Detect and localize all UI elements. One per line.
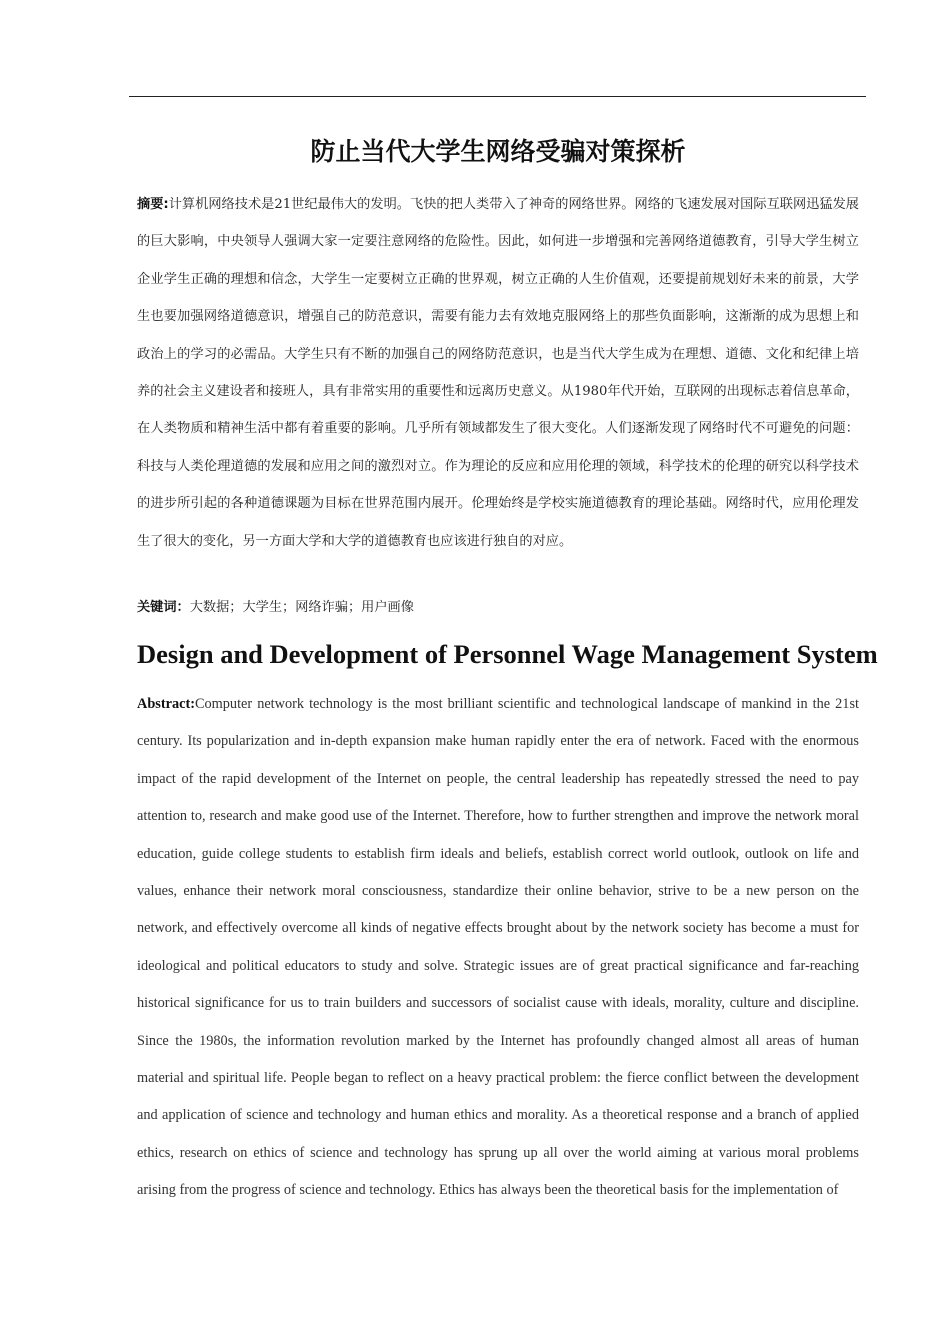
chinese-abstract-text: 计算机网络技术是21世纪最伟大的发明。飞快的把人类带入了神奇的网络世界。网络的飞速发展对国际互联网迅猛发展的巨大影响，中央领导人强调大家一定要注意网络的危险性。因此，如何进一步增强和完善网络道德教育，引导大学生树立企业学生正确的理想和信念，大学生一定要树立正确的世界观，树立正确的人生价值观，还要提前规划好未来的前景，大学生也要加强网络道德意识，增强自己的防范意识，需要有能力去有效地克服网络上的那些负面影响，这渐渐的成为思想上和政治上的学习的必需品。大学生只有不断的加强自己的网络防范意识，也是当代大学生成为在理想、道德、文化和纪律上培养的社会主义建设者和接班人，具有非常实用的重要性和远离历史意义。从1980年代开始，互联网的出现标志着信息革命，在人类物质和精神生活中都有着重要的影响。几乎所有领域都发生了很大变化。人们逐渐发现了网络时代不可避免的问题：科技与人类伦理道德的发展和应用之间的激烈对立。作为理论的反应和应用伦理的领域，科学技术的伦理的研究以科学技术的进步所引起的各种道德课题为目标在世界范围内展开。伦理始终是学校实施道德教育的理论基础。网络时代，应用伦理发生了很大的变化，另一方面大学和大学的道德教育也应该进行独自的对应。 <box>137 197 859 549</box>
chinese-title: 防止当代大学生网络受骗对策探析 <box>310 137 686 166</box>
english-abstract-label: Abstract: <box>137 696 195 712</box>
chinese-abstract-label: 摘要: <box>137 197 169 212</box>
english-title: Design and Development of Personnel Wage Management System <box>137 639 878 669</box>
chinese-abstract <box>137 186 859 560</box>
header-rule <box>129 96 866 97</box>
english-abstract <box>137 686 859 1210</box>
english-abstract-text: Computer network technology is the most brilliant scientific and technological landscape of mankind in the 21st century. Its popularization and in-depth expansion make human rapidly enter the era of network. Faced with the enormous impact of the rapid development of the Internet on people, the central leadership has repeatedly stressed the need to pay attention to, research and make good use of the Internet. Therefore, how to further strengthen and improve the network moral education, guide college students to establish firm ideals and beliefs, establish correct world outlook, outlook on life and values, enhance their network moral consciousness, standardize their online behavior, strive to be a new person on the network, and effectively overcome all kinds of negative effects brought about by the network society has become a must for ideological and political educators to study and solve. Strategic issues are of great practical significance and far-reaching historical significance for us to train builders and successors of socialist cause with ideals, morality, culture and discipline. Since the 1980s, the information revolution marked by the Internet has profoundly changed almost all areas of human material and spiritual life. People began to reflect on a heavy practical problem: the fierce conflict between the development and application of science and technology and human ethics and morality. As a theoretical response and a branch of applied ethics, research on ethics of science and technology has sprung up all over the world aiming at various moral problems arising from the progress of science and technology. Ethics has always been the theoretical basis for the implementation of <box>137 696 859 1199</box>
chinese-keywords <box>137 594 859 622</box>
chinese-keywords-label: 关键词： <box>137 600 190 615</box>
chinese-keywords-text: 大数据；大学生；网络诈骗；用户画像 <box>189 600 414 615</box>
